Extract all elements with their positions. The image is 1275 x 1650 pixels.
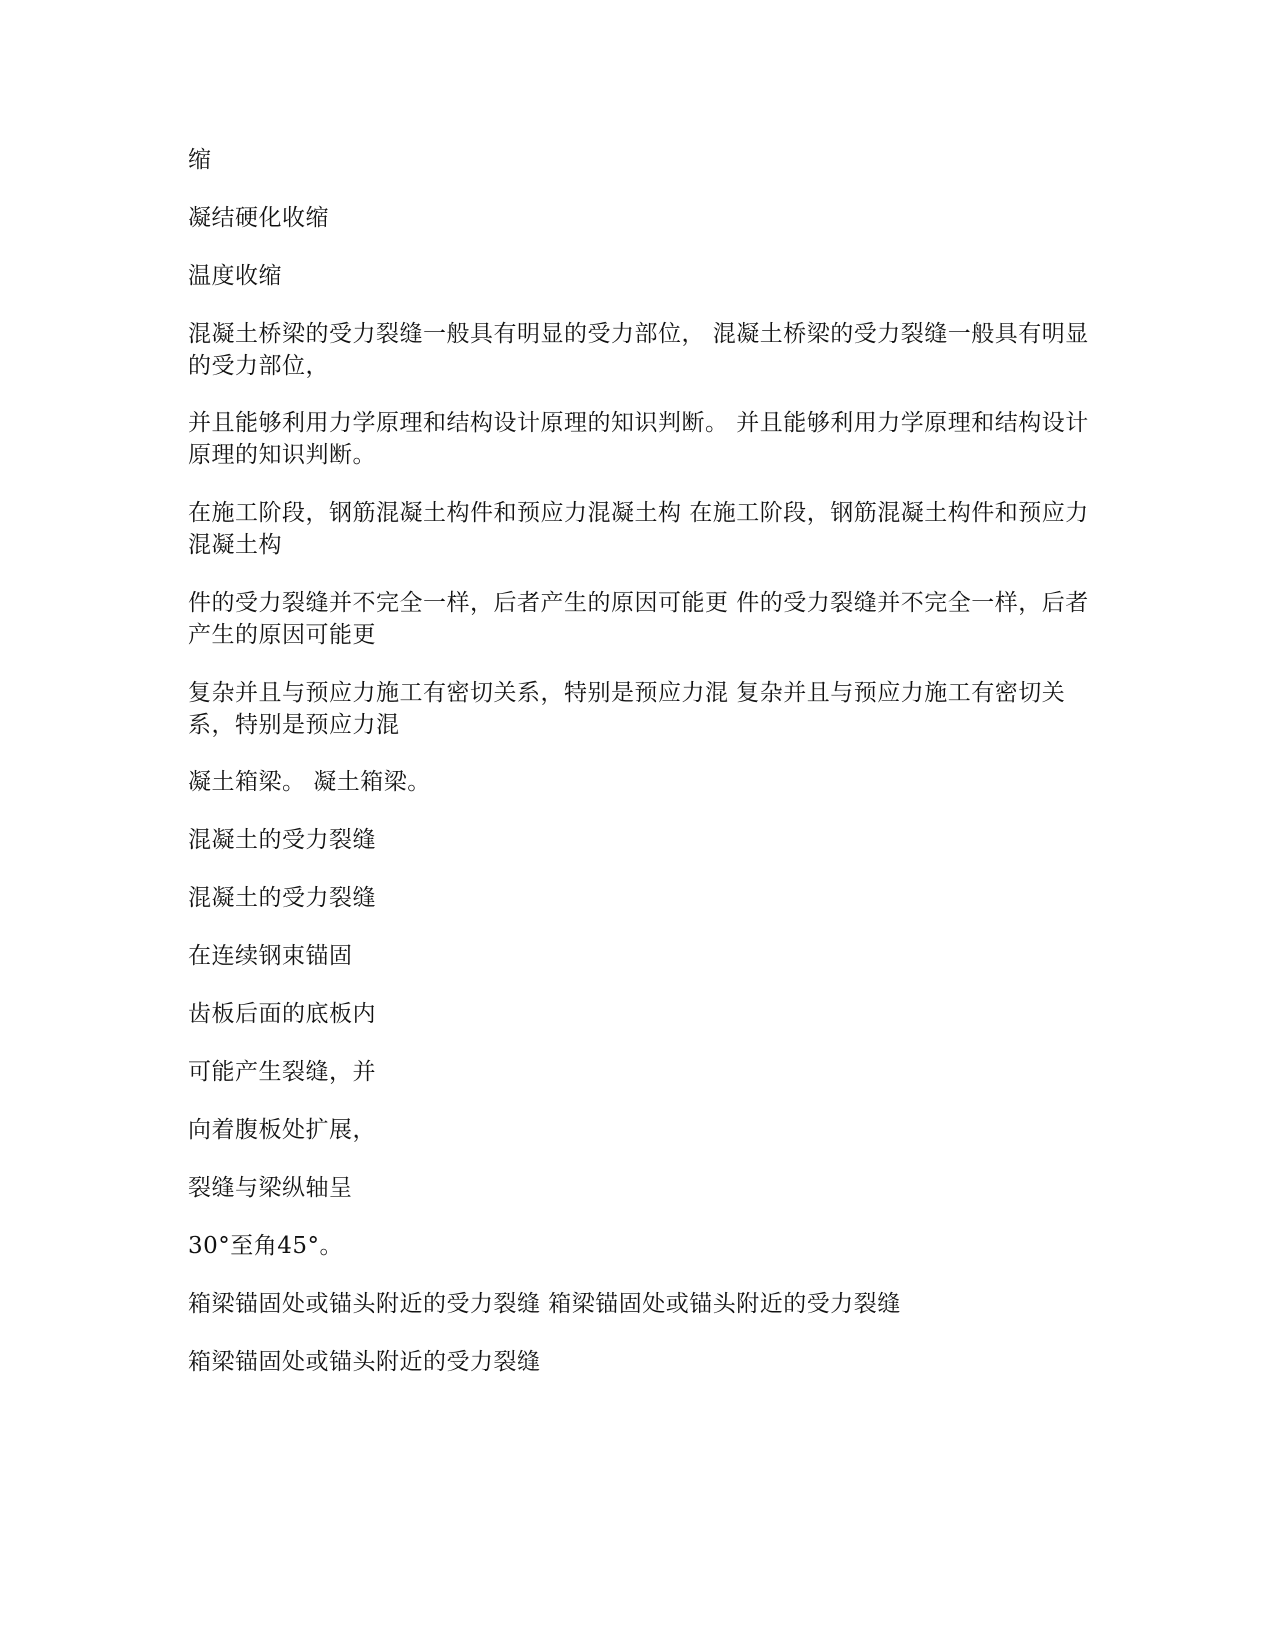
- paragraph-18: 箱梁锚固处或锚头附近的受力裂缝 箱梁锚固处或锚头附近的受力裂缝: [188, 1291, 901, 1317]
- paragraph-3: 温度收缩: [188, 263, 282, 289]
- paragraph-19: 箱梁锚固处或锚头附近的受力裂缝: [188, 1349, 541, 1375]
- paragraph-9: 凝土箱梁。 凝土箱梁。: [188, 769, 431, 795]
- paragraph-17: 30°至角45°。: [188, 1233, 344, 1259]
- paragraph-4: 混凝土桥梁的受力裂缝一般具有明显的受力部位， 混凝土桥梁的受力裂缝一般具有明显的受力部位，: [188, 321, 1089, 379]
- paragraph-7: 件的受力裂缝并不完全一样，后者产生的原因可能更 件的受力裂缝并不完全一样，后者产生的原因可能更: [188, 590, 1089, 648]
- paragraph-16: 裂缝与梁纵轴呈: [188, 1175, 353, 1201]
- paragraph-14: 可能产生裂缝，并: [188, 1059, 376, 1085]
- paragraph-11: 混凝土的受力裂缝: [188, 885, 376, 911]
- paragraph-8: 复杂并且与预应力施工有密切关系，特别是预应力混 复杂并且与预应力施工有密切关系，特别是预应力混: [188, 680, 1066, 738]
- paragraph-5: 并且能够利用力学原理和结构设计原理的知识判断。 并且能够利用力学原理和结构设计原理的知识判断。: [188, 410, 1089, 468]
- paragraph-2: 凝结硬化收缩: [188, 205, 329, 231]
- paragraph-1: 缩: [188, 147, 212, 173]
- paragraph-13: 齿板后面的底板内: [188, 1001, 376, 1027]
- paragraph-12: 在连续钢束锚固: [188, 943, 353, 969]
- paragraph-6: 在施工阶段，钢筋混凝土构件和预应力混凝土构 在施工阶段，钢筋混凝土构件和预应力混凝土构: [188, 500, 1089, 558]
- paragraph-15: 向着腹板处扩展，: [188, 1117, 376, 1143]
- paragraph-10: 混凝土的受力裂缝: [188, 827, 376, 853]
